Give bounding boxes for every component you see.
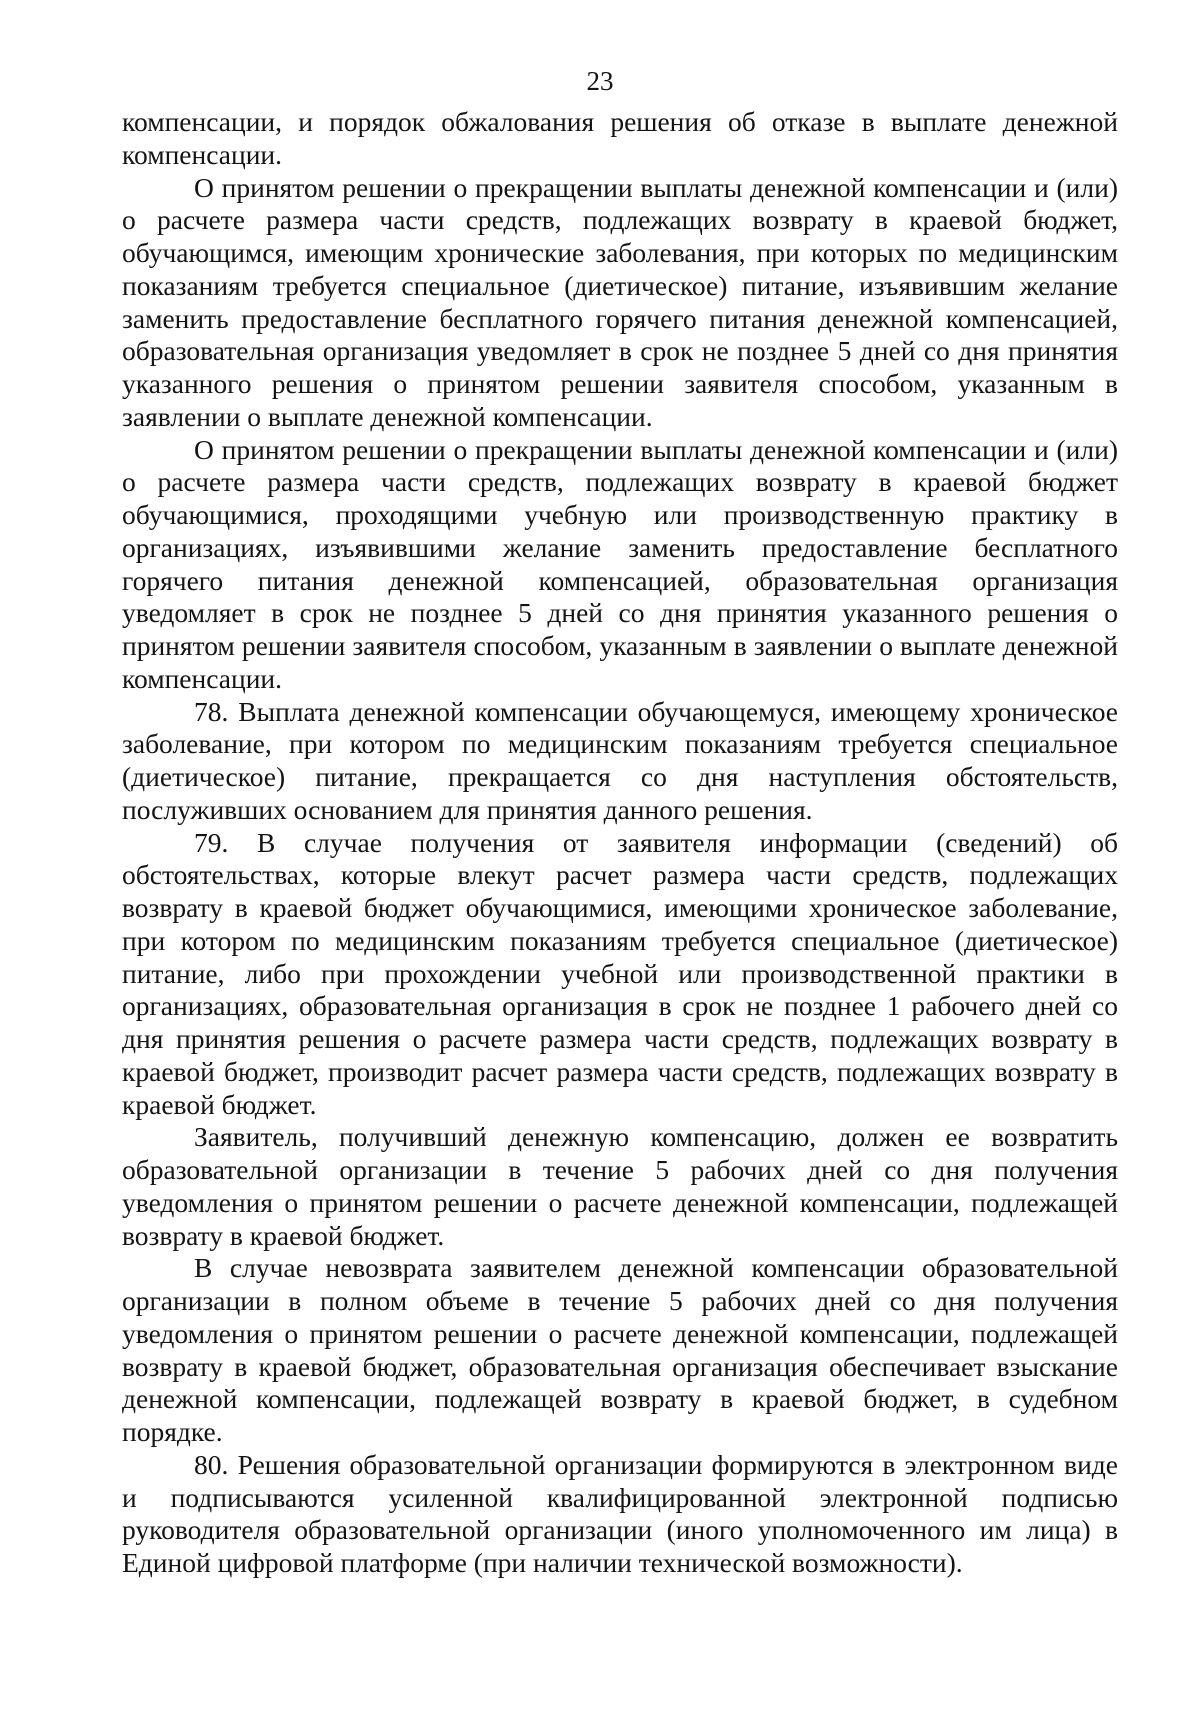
- paragraph-item-78: 78. Выплата денежной компенсации обучающемуся, имеющему хроническое заболевание, при котором по медицинским показаниям требуется специальное (диетическое) питание, прекращается со дня наступления обстоятельств, послуживших основанием для принятия данного решения.: [122, 695, 1118, 825]
- document-body: [122, 106, 1118, 1580]
- page-number: 23: [586, 66, 614, 96]
- paragraph-notice-chronic-diseases: О принятом решении о прекращении выплаты денежной компенсации и (или) о расчете размера части средств, подлежащих возврату в краевой бюджет, обучающимся, имеющим хронические заболевания, при которых по медицинским показаниям требуется специальное (диетическое) питание, изъявившим желание заменить предоставление бесплатного горячего питания денежной компенсацией, образовательная организация уведомляет в срок не позднее 5 дней со дня принятия указанного решения о принятом решении заявителя способом, указанным в заявлении о выплате денежной компенсации.: [122, 171, 1118, 432]
- paragraph-applicant-refund: Заявитель, получивший денежную компенсацию, должен ее возвратить образовательной организации в течение 5 рабочих дней со дня получения уведомления о принятом решении о расчете денежной компенсации, подлежащей возврату в краевой бюджет.: [122, 1121, 1118, 1251]
- paragraph-compensation-appeal: компенсации, и порядок обжалования решения об отказе в выплате денежной компенсации.: [122, 106, 1118, 170]
- paragraph-item-80: 80. Решения образовательной организации формируются в электронном виде и подписываются усиленной квалифицированной электронной подписью руководителя образовательной организации (иного уполномоченного им лица) в Единой цифровой платформе (при наличии технической возможности).: [122, 1448, 1118, 1578]
- paragraph-notice-practice: О принятом решении о прекращении выплаты денежной компенсации и (или) о расчете размера части средств, подлежащих возврату в краевой бюджет обучающимися, проходящими учебную или производственную практику в организациях, изъявившими желание заменить предоставление бесплатного горячего питания денежной компенсацией, образовательная организация уведомляет в срок не позднее 5 дней со дня принятия указанного решения о принятом решении заявителя способом, указанным в заявлении о выплате денежной компенсации.: [122, 433, 1118, 694]
- paragraph-non-refund-recovery: В случае невозврата заявителем денежной компенсации образовательной организации в полном объеме в течение 5 рабочих дней со дня получения уведомления о принятом решении о расчете денежной компенсации, подлежащей возврату в краевой бюджет, образовательная организация обеспечивает взыскание денежной компенсации, подлежащей возврату в краевой бюджет, в судебном порядке.: [122, 1252, 1118, 1447]
- paragraph-item-79: 79. В случае получения от заявителя информации (сведений) об обстоятельствах, которые влекут расчет размера части средств, подлежащих возврату в краевой бюджет обучающимися, имеющими хроническое заболевание, при котором по медицинским показаниям требуется специальное (диетическое) питание, либо при прохождении учебной или производственной практики в организациях, образовательная организация в срок не позднее 1 рабочего дней со дня принятия решения о расчете размера части средств, подлежащих возврату в краевой бюджет, производит расчет размера части средств, подлежащих возврату в краевой бюджет.: [122, 826, 1118, 1120]
